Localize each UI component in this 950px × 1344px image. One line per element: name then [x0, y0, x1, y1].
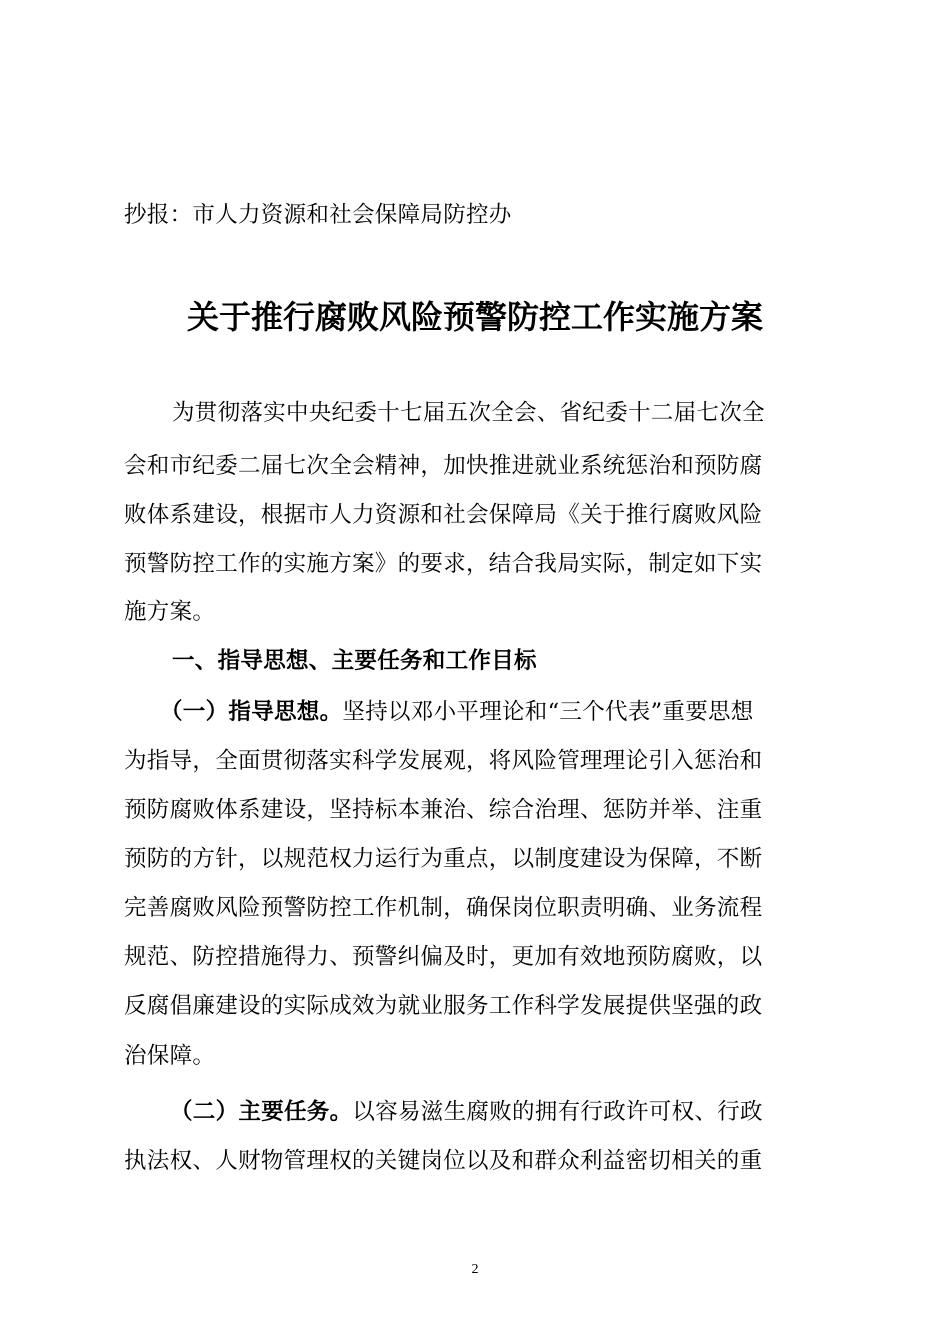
intro-line: 会和市纪委二届七次全会精神，加快推进就业系统惩治和预防腐: [124, 453, 763, 479]
paragraph-text: 以容易滋生腐败的拥有行政许可权、行政: [352, 1099, 763, 1125]
paragraph-line: 为指导，全面贯彻落实科学发展观，将风险管理理论引入惩治和: [124, 748, 763, 774]
subsection-label: （二）主要任务。: [170, 1099, 353, 1125]
intro-line: 败体系建设，根据市人力资源和社会保障局《关于推行腐败风险: [124, 502, 763, 528]
paragraph-first-line: [160, 697, 754, 727]
paragraph-line: 规范、防控措施得力、预警纠偏及时，更加有效地预防腐败，以: [124, 944, 763, 970]
paragraph-line: 预防的方针，以规范权力运行为重点，以制度建设为保障，不断: [124, 846, 763, 872]
paragraph-line: 执法权、人财物管理权的关键岗位以及和群众利益密切相关的重: [124, 1148, 763, 1174]
intro-line: 为贯彻落实中央纪委十七届五次全会、省纪委十二届七次全: [172, 400, 765, 426]
paragraph-line: 完善腐败风险预警防控工作机制，确保岗位职责明确、业务流程: [124, 895, 763, 921]
cc-line: 抄报：市人力资源和社会保障局防控办: [124, 202, 512, 228]
paragraph-first-line: [170, 1097, 763, 1127]
intro-line: 施方案。: [124, 599, 216, 625]
intro-line: 预警防控工作的实施方案》的要求，结合我局实际，制定如下实: [124, 551, 763, 577]
document-title: 关于推行腐败风险预警防控工作实施方案: [186, 298, 763, 336]
subsection-label: （一）指导思想。: [160, 699, 343, 725]
section-heading: 一、指导思想、主要任务和工作目标: [172, 648, 537, 674]
paragraph-line: 预防腐败体系建设，坚持标本兼治、综合治理、惩防并举、注重: [124, 797, 763, 823]
page-number: 2: [471, 1262, 479, 1277]
paragraph-line: 反腐倡廉建设的实际成效为就业服务工作科学发展提供坚强的政: [124, 993, 763, 1019]
paragraph-line: 治保障。: [124, 1043, 216, 1069]
paragraph-text: 坚持以邓小平理论和“三个代表”重要思想: [342, 699, 754, 725]
